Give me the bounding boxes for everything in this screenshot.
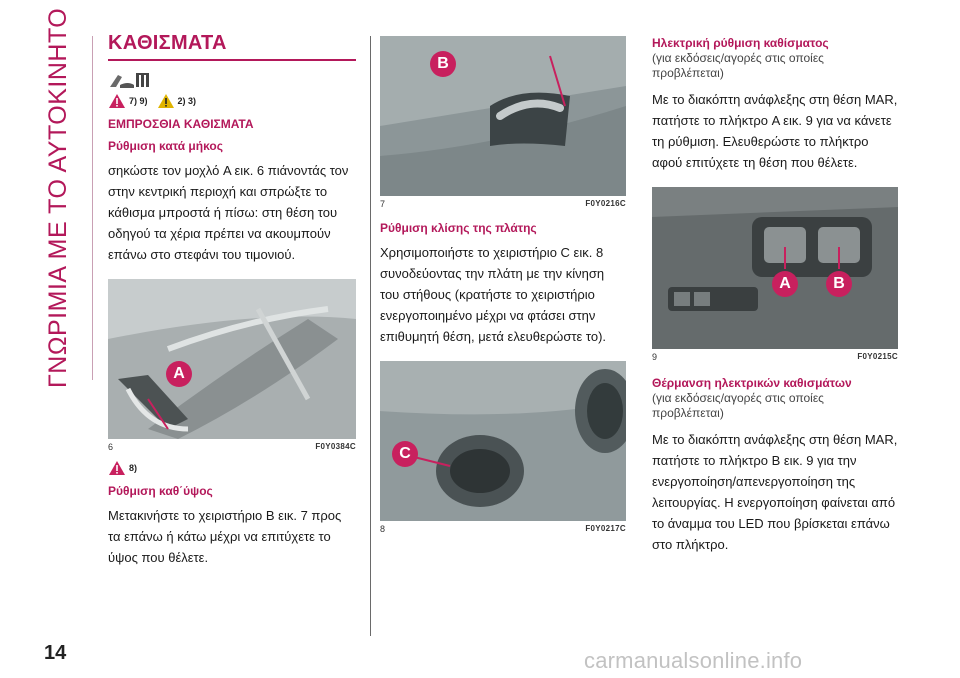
warning-refs-3: 8) [129,463,138,473]
figure-9 [652,187,898,349]
column-divider [370,36,371,636]
warning-refs-row-2 [108,460,356,476]
figure-7-code: F0Y0216C [585,199,626,208]
column-1 [108,24,356,568]
seat-heating-note: (για εκδόσεις/αγορές στις οποίες προβλέπεται) [652,391,824,420]
electric-adjust-title: Ηλεκτρική ρύθμιση καθίσματος [652,36,829,50]
figure-7-number: 7 [380,199,386,209]
warning-triangle-icon [108,460,126,476]
caution-triangle-icon [157,93,175,109]
label-b-badge: B [430,51,456,77]
recline-adjust-text: Χρησιμοποιήστε το χειριστήριο C εικ. 8 συνοδεύοντας την πλάτη με την κίνηση του στήθους (κρατήστε το χειριστήριο ενεργοποιημένο μέχρι να φτάσει στην επιθυμητή θέση, μετά ελευθερώστε το). [380,245,607,344]
label-a-badge: A [166,361,192,387]
figure-8-code: F0Y0217C [585,524,626,533]
front-seats-title: ΕΜΠΡΟΣΘΙΑ ΚΑΘΙΣΜΑΤΑ [108,117,254,131]
figure-6 [108,279,356,439]
figure-6-number: 6 [108,442,114,452]
figure-9-code: F0Y0215C [857,352,898,361]
column-3 [652,36,898,555]
electric-adjust-text: Με το διακόπτη ανάφλεξης στη θέση MAR, πατήστε το πλήκτρο A εικ. 9 για να κάνετε τη ρύθμιση. Ελευθερώστε το πλήκτρο αφού επιτύχετε τη θέση που θέλετε. [652,92,898,170]
warning-refs-1: 7) 9) [129,96,148,106]
figure-8 [380,361,626,521]
seat-symbol-icon [108,69,356,91]
label-b-badge: B [826,271,852,297]
warning-refs-row [108,93,356,109]
recline-adjust-title: Ρύθμιση κλίσης της πλάτης [380,221,537,235]
figure-7 [380,36,626,196]
figure-6-caption [108,442,356,452]
seat-switch-panel-illustration [652,187,898,349]
side-divider [92,36,93,380]
column-2 [380,36,626,534]
page-number: 14 [44,642,67,664]
figure-9-number: 9 [652,352,658,362]
recline-knob-illustration [380,361,626,521]
section-heading: ΚΑΘΙΣΜΑΤΑ [108,32,227,54]
seat-lever-illustration [108,279,356,439]
warning-refs-2: 2) 3) [177,96,197,106]
figure-8-caption [380,524,626,534]
length-adjust-title: Ρύθμιση κατά μήκος [108,139,223,153]
label-a-badge: A [772,271,798,297]
electric-adjust-note: (για εκδόσεις/αγορές στις οποίες προβλέπεται) [652,51,824,80]
figure-9-caption [652,352,898,362]
length-adjust-text: σηκώστε τον μοχλό A εικ. 6 πιάνοντάς τον στην κεντρική περιοχή και σπρώξτε το κάθισμα μπροστά ή πίσω: στη θέση του οδηγού τα χέρια πρέπει να ακουμπούν επάνω στο στεφάνι του τιμονιού. [108,163,349,262]
height-handle-illustration [380,36,626,196]
heading-rule [108,59,356,61]
figure-7-caption [380,199,626,209]
seat-heating-title: Θέρμανση ηλεκτρικών καθισμάτων [652,376,852,390]
height-adjust-text: Μετακινήστε το χειριστήριο B εικ. 7 προς τα επάνω ή κάτω μέχρι να επιτύχετε το ύψος που θέλετε. [108,508,342,565]
chapter-side-title: ΓΝΩΡΙΜΙΑ ΜΕ ΤΟ ΑΥΤΟΚΙΝΗΤΟ [44,7,72,388]
warning-triangle-icon [108,93,126,109]
watermark: carmanualsonline.info [584,648,803,673]
seat-heating-text: Με το διακόπτη ανάφλεξης στη θέση MAR, πατήστε το πλήκτρο B εικ. 9 για την ενεργοποίηση/απενεργοποίηση της λειτουργίας. Η ενεργοποίηση φαίνεται από το άναμμα του LED που βρίσκεται επάνω στο πλήκτρο. [652,432,898,552]
height-adjust-title: Ρύθμιση καθ΄ύψος [108,484,213,498]
figure-8-number: 8 [380,524,386,534]
label-c-badge: C [392,441,418,467]
figure-6-code: F0Y0384C [315,442,356,451]
